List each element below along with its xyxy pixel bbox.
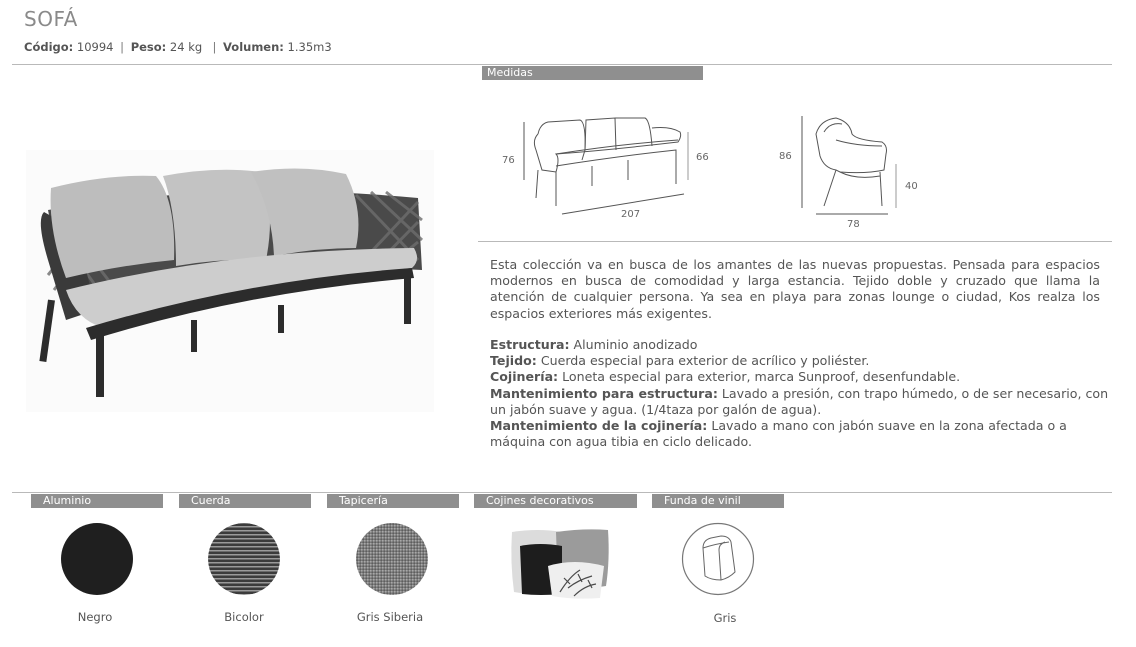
vinyl-cover-icon	[681, 522, 755, 596]
page-title: SOFÁ	[24, 7, 78, 31]
swatch-gris-siberia	[355, 522, 429, 596]
finish-header-tapiceria: Tapicería	[327, 494, 459, 508]
front-width-dim: 207	[621, 209, 641, 220]
swatch-bicolor	[207, 522, 281, 596]
product-meta	[24, 40, 332, 54]
finish-header-aluminio: Aluminio	[31, 494, 163, 508]
spec-structure: Estructura: Aluminio anodizado	[490, 337, 698, 352]
finish-header-cojines: Cojines decorativos	[474, 494, 637, 508]
meta-separator: |	[208, 40, 217, 54]
weight-label: Peso:	[130, 40, 167, 54]
side-height-dim: 86	[779, 151, 792, 162]
measures-divider	[478, 241, 1112, 242]
finish-name-bicolor: Bicolor	[224, 610, 264, 624]
finish-header-cuerda: Cuerda	[179, 494, 311, 508]
side-dimension-drawing	[796, 110, 906, 220]
measures-header: Medidas	[482, 66, 703, 80]
volume-value: 1.35m3	[287, 40, 332, 54]
front-dimension-drawing	[520, 110, 690, 220]
decorative-pillows-image	[508, 526, 612, 600]
volume-label: Volumen:	[223, 40, 284, 54]
spec-cushions: Cojinería: Loneta especial para exterior, marca Sunproof, desenfundable.	[490, 369, 961, 385]
spec-fabric: Tejido: Cuerda especial para exterior de acrílico y poliéster.	[490, 353, 870, 369]
spec-cushion-care: Mantenimiento de la cojinería: Lavado a mano con jabón suave en la zona afectada o a máquina con agua tibia en ciclo delicado.	[490, 418, 1067, 450]
meta-separator: |	[120, 40, 125, 54]
spec-structure-care: Mantenimiento para estructura: Lavado a presión, con trapo húmedo, o de ser necesario, con un jabón suave y agua. (1/4taza por galón de agua).	[490, 385, 1109, 417]
finish-name-gris-siberia: Gris Siberia	[356, 610, 424, 624]
code-value: 10994	[76, 40, 114, 54]
weight-value: 24 kg	[169, 40, 203, 54]
finish-name-gris: Gris	[713, 611, 737, 625]
front-height-dim: 76	[502, 155, 515, 166]
front-seat-dim: 66	[696, 152, 709, 163]
code-label: Código:	[24, 40, 74, 54]
swatch-negro	[60, 522, 134, 596]
spec-list	[490, 337, 1110, 450]
finishes-divider	[12, 492, 1112, 493]
finish-name-negro: Negro	[77, 610, 113, 624]
side-depth-dim: 78	[847, 219, 860, 230]
finish-header-funda: Funda de vinil	[652, 494, 784, 508]
header-divider	[12, 64, 1112, 65]
product-description: Esta colección va en busca de los amantes de las nuevas propuestas. Pensada para espacios modernos en busca de comodidad y larga estancia. Tejido doble y cruzado que llama la atención de cualquier persona. Ya sea en playa para zonas lounge o ciudad, Kos realza los espacios exteriores más exigentes.	[490, 257, 1100, 321]
side-seat-dim: 40	[905, 181, 918, 192]
sofa-photo	[26, 150, 434, 412]
